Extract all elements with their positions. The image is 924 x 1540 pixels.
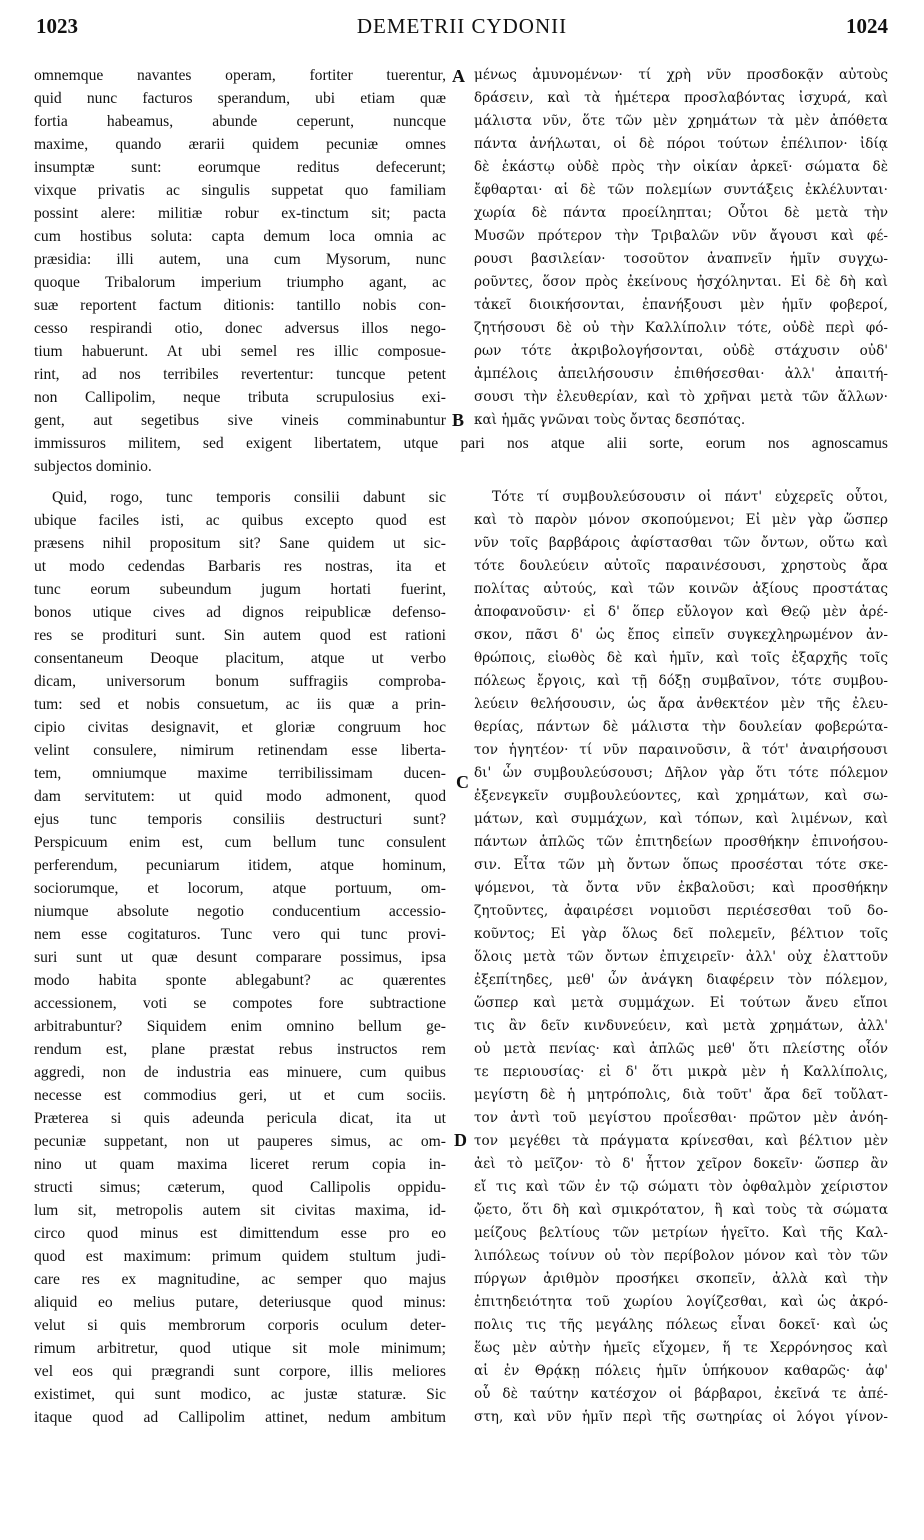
text-line: τον μεγέθει τὰ πράγματα κρίνεσθαι, καὶ βέλτιον μὲν [474,1133,888,1149]
text-line: existimet, qui sunt modico, ac justæ staturæ. Sic [34,1386,446,1403]
text-line: Quid, rogo, tunc temporis consilii dabunt sic [52,489,446,506]
text-line: οὐ μετὰ πενίας· καὶ ἁπλῶς μεθ' ὅτι πλείστης οἷόν [474,1041,888,1057]
text-line: Præterea si quis adeunda pericula dicat, ita ut [34,1110,446,1127]
text-line: modo habita sponte ablegabunt? ac quærentes [34,972,446,989]
text-line: ὅλοις μετὰ τῶν ὄντων ἐπιχειρεῖν· ἀλλ' οὐχ ἐλαττοῦν [474,949,888,965]
text-line: καὶ ἡμᾶς γνῶναι τοὺς ὄντας δεσπότας. [474,412,746,428]
text-line: circo quod minus est dimittendum esse pro eo [34,1225,446,1242]
text-line: ἐξενεγκεῖν συμβουλεύοντες, καὶ χρημάτων, καὶ σω- [474,788,888,804]
text-line: ubique faciles isti, ac quibus excepto quod est [34,512,446,529]
text-line: consentaneum Deoque placitum, atque ut verbo [34,650,446,667]
section-marker-a: A [452,66,465,86]
text-line: μεγίστη δὲ ἡ μητρόπολις, διὰ τοῦτ' ἄρα δεῖ τοὔλατ- [474,1087,888,1103]
text-line: ἀποφανοῦσιν· εἰ δ' ὅπερ εὔλογον καὶ Θεῷ μὲν ἀρέ- [474,604,888,620]
text-line: pecuniæ suppetant, non ut pauperes simus, ac om- [34,1133,446,1150]
text-line: πολίτας αὐτούς, καὶ τῶν κοινῶν ἀξίους προστάτας [474,581,888,597]
text-line: μάλιστα νῦν, ὅτε τῶν μὲν χρημάτων τὰ μὲν ἀπόθετα [474,113,888,129]
text-line: πάντων ἁπλῶς τῶν ἐπιτηδείων προσθήκην ἐπινοήσου- [474,834,888,850]
text-line: τις ἂν δεῖν κινδυνεύειν, καὶ μετὰ χρημάτων, ἀλλ' [474,1018,888,1034]
text-line: ἔφθαρται· αἱ δὲ τῶν πολεμίων συντάξεις ἐκλέλυνται· [474,182,888,198]
section-marker-c: C [456,772,469,792]
latin-column-top [34,64,446,432]
running-title: DEMETRII CYDONII [356,14,568,38]
text-line: λεύειν θελήσουσιν, ὡς ἄρα ἀνθεκτέον μὲν τῆς ἐλευ- [474,696,888,712]
text-line: τον ἀντὶ τοῦ μεγίστου προΐεσθαι· πρῶτον μὲν ἀνόη- [474,1110,888,1126]
text-line: itaque quod ad Callipolim attinet, nedum ambitum [34,1409,446,1426]
text-line: omnemque navantes operam, fortiter tuerentur, [34,67,446,84]
text-line: κοῦντος; Εἰ γὰρ ὅλως δεῖ πολεμεῖν, βέλτιον τοῖς [474,926,888,942]
text-line: ροῦντες, ὅσον πρὸς ἐκείνους ἠσχόληνται. Εἰ δὲ δὴ καὶ [474,274,888,290]
text-line: θερίας, πάντων δὲ μάλιστα τὴν δουλείαν φοβερώτα- [474,719,888,735]
text-line: ρων τότε ἀκριβολογήσονται, οὐδὲ στάχυσιν οὐδ' [474,343,888,359]
text-line: πόλεως ἔργοις, καὶ τῇ δόξῃ συμβαῖνον, τότε συμβου- [474,673,888,689]
text-line: suæ reportent factum ditionis: tantillo nobis con- [34,297,446,314]
full-width-line: immissuros militem, sed exigent libertatem, utque pari nos atque alii sorte, eorum nos agnoscamus [34,435,888,452]
text-line: accessionem, voti se compotes fore subtractione [34,995,446,1012]
text-line: aliquid eo melius putare, deteriusque quod minus: [34,1294,446,1311]
text-line: ζητήσουσι δὲ οὐ τὴν Καλλίπολιν τότε, οὐδὲ περὶ φό- [474,320,888,336]
text-line: præsens nihil propositum sit? Sane quidem ut sic- [34,535,446,552]
text-line: μείζους βελτίους τῶν μετρίων ἡγεῖτο. Καὶ τῆς Καλ- [474,1225,888,1241]
text-line: σιν. Εἶτα τῶν μὴ ὄντων ὅπως προσέσται τότε σκε- [474,857,888,873]
text-line: bonos utique cives ad dignos reipublicæ defenso- [34,604,446,621]
text-line: vixque privatis ac singulis suppetat quo familiam [34,182,446,199]
text-line: dicam, universorum bonum suffragiis comproba- [34,673,446,690]
text-line: ἀμπέλοις ἀπειλήσουσιν ἐπιθήσεσθαι· ἀλλ' ἀπαιτή- [474,366,888,382]
text-line: στη, καὶ νῦν ἡμῖν περὶ τῆς σωτηρίας οἱ λόγοι γίνον- [474,1409,888,1425]
text-line: velut si quis membrorum corporis oculum deter- [34,1317,446,1334]
text-line: ejus tunc temporis consiliis destructuri sunt? [34,811,446,828]
text-line: δὲ ἑκάστῳ οὐδὲ πρὸς τὴν οἰκίαν ἀρκεῖ· σώματα δὲ [474,159,888,175]
text-line: tem, omniumque maxime terribilissimam ducen- [34,765,446,782]
text-line: τότε δουλεύειν αὐτοῖς παραινέσουσι, χρηστοὺς ἄρα [474,558,888,574]
text-line: non Callipolim, neque tributa scrupulosius exi- [34,389,446,406]
text-line: ρουσι βασιλείαν· τοσοῦτον ἀναπνεῖν ἡμῖν συγχω- [474,251,888,267]
text-line: ᾤετο, ὅτι δὴ καὶ σμικρότατον, ἢ καὶ τοὺς τὰ σώματα [474,1202,888,1218]
text-line: perferendum, pecuniarum itidem, atque hominum, [34,857,446,874]
text-line: tunc eorum subeundum jugum hortati fuerint, [34,581,446,598]
text-line: insumptæ sunt: eorumque reditus defecerunt; [34,159,446,176]
text-line: αἱ ἐν Θρᾴκῃ πόλεις ἡμῖν ὑπήκουον καθαρῶς· ἀφ' [474,1363,888,1379]
text-line: sociorumque, et locorum, atque portuum, om- [34,880,446,897]
text-line: ψόμενοι, τὰ ὄντα νῦν ἐκβαλοῦσι; καὶ προσθήκην [474,880,888,896]
text-line: care res ex magnitudine, ac semper quo majus [34,1271,446,1288]
section-marker-d: D [454,1130,467,1150]
text-line: maxime, quando ærarii quidem pecuniæ omnes [34,136,446,153]
text-line: cipio civitas designavit, et gloriæ congruum hoc [34,719,446,736]
text-line: τε περιουσίας· εἰ δ' ὅτι μικρὰ μὲν ἡ Καλλίπολις, [474,1064,888,1080]
text-line: tium habuerunt. At ubi semel res illic composue- [34,343,446,360]
text-line: τον ἡγητέον· τί νῦν παραινοῦσιν, ἃ τότ' ἀναιρήσουσι [474,742,888,758]
text-line: tum: sed et nobis consuetum, ac iis quæ a prin- [34,696,446,713]
text-line: nem esse cogitaturos. Tunc vero qui tunc provi- [34,926,446,943]
text-line: σκον, πᾶσι δ' ὡς ἔπος εἰπεῖν συγκεχληρωμένον ἀν- [474,627,888,643]
text-line: quoque Tribalorum imperium triumpho agant, ac [34,274,446,291]
text-line: præsidia: illi autem, una cum Mysorum, nunc [34,251,446,268]
text-line: gent, aut segetibus sive vineis comminabuntur [34,412,446,429]
text-line: σουσι τὴν ἐλευθερίαν, καὶ τὸ χρῆναι μετὰ τῶν ἄλλων· [474,389,888,405]
text-line: Μυσῶν πρότερον τὴν Τριβαλῶν νῦν ἄγουσι καὶ φέ- [474,228,888,244]
text-line: cum hostibus soluta: capta demum loca omnia ac [34,228,446,245]
page-number-right: 1024 [846,14,888,38]
text-line: δράσειν, καὶ τὰ ἡμέτερα προσλαβόντας ἰσχυρά, καὶ [474,90,888,106]
text-line: quod est maximum: primum quidem stultum judi- [34,1248,446,1265]
text-line: δι' ὧν συμβουλεύσουσι; Δῆλον γὰρ ὅτι τότε πόλεμον [474,765,888,781]
text-line: res se prodituri sunt. Sin autem quod est rationi [34,627,446,644]
text-line: structi simus; cæterum, quod Callipolis oppidu- [34,1179,446,1196]
text-line: νῦν τοῖς βαρβάροις ἀφίστασθαι τῶν ὄντων, οὕτω καὶ [474,535,888,551]
text-line: niumque absolute negotio conducentium accessio- [34,903,446,920]
text-line: ὥσπερ καὶ μετὰ συμμάχων. Εἰ τούτων ἄνευ εἴποι [474,995,888,1011]
text-line: arbitrabuntur? Siquidem enim omnino bellum ge- [34,1018,446,1035]
greek-column-bottom [474,486,888,1429]
text-line: θρώποις, εἰωθὸς δὲ καὶ ἡμῖν, καὶ τοῖς ἐξαρχῆς τοῖς [474,650,888,666]
text-line: lum sit, metropolis autem sit civitas maxima, id- [34,1202,446,1219]
text-line: fortia habeamus, abunde ceperunt, nuncque [34,113,446,130]
text-line: velint consulere, nimirum retinendam esse liberta- [34,742,446,759]
page-number-left: 1023 [36,14,78,38]
text-line: cesso respirandi otio, donec adversus illos nego- [34,320,446,337]
text-line: πάντα ἀνήλωται, οἱ δὲ πόροι τούτων ἐπέλιπον· ἰδίᾳ [474,136,888,152]
text-line: ut modo cedendas Barbaris res nostras, ita et [34,558,446,575]
text-line: quid nunc facturos sperandum, ubi etiam quæ [34,90,446,107]
text-line: Τότε τί συμβουλεύσουσιν οἱ πάντ' εὐχερεῖς οὗτοι, [492,489,888,505]
greek-column-top [474,64,888,432]
text-line: τἀκεῖ διοικήσονται, ἐπανήξουσι μὲν ἡμῖν φοβεροί, [474,297,888,313]
text-line: rint, ad nos terribiles revertentur: tuncque petent [34,366,446,383]
text-line: vel eos qui prægrandi sunt corpore, illis meliores [34,1363,446,1380]
text-line: rendum est, plane præstat rebus instructos rem [34,1041,446,1058]
text-line: ζητοῦντες, ἀφαιρέσει νομιοῦσι περιέσεσθαι τοῦ δο- [474,903,888,919]
text-line: πολις τις τῆς μεγάλης πόλεως εἶναι δοκεῖ· καὶ ὡς [474,1317,888,1333]
text-line: χωρία δὲ πάντα προείληπται; Οὗτοι δὲ μετὰ τὴν [474,205,888,221]
page-header [0,14,924,50]
latin-line-end: subjectos dominio. [34,458,152,475]
text-line: dam servitutem: ut quid modo admonent, quod [34,788,446,805]
text-line: ἀεὶ τὸ μεῖζον· τὸ δ' ἧττον χεῖρον δοκεῖν· ὥσπερ ἂν [474,1156,888,1172]
text-line: ἐπιτηδειότητα τοῦ χωρίου λογίζεσθαι, καὶ ὡς ἀκρό- [474,1294,888,1310]
text-line: λιπόλεως τοίνυν οὐ τὸν περίβολον μόνον καὶ τὸν τῶν [474,1248,888,1264]
text-line: ἐξεπίτηδες, μεθ' ὧν ἀνάγκη διαφέρειν τὸν πόλεμον, [474,972,888,988]
latin-column-bottom [34,486,446,1429]
text-line: necesse est commodius geri, ut et cum sociis. [34,1087,446,1104]
text-line: Perspicuum enim est, cum bellum tunc consulent [34,834,446,851]
text-line: εἴ τις καὶ τῶν ἐν τῷ σώματι τὸν ὀφθαλμὸν χείριστον [474,1179,888,1195]
text-line: possint alere: militiæ robur ex-tinctum sit; pacta [34,205,446,222]
text-line: καὶ τὸ παρὸν μόνον σκοπούμενοι; Εἰ μὲν γὰρ ὥσπερ [474,512,888,528]
text-line: aggredi, non de industria eas minuere, cum quibus [34,1064,446,1081]
text-line: μένως ἀμυνομένων· τί χρὴ νῦν προσδοκᾷν αὐτοὺς [474,67,888,83]
text-line: μάτων, καὶ συμμάχων, καὶ τόπων, καὶ λιμένων, καὶ [474,811,888,827]
text-line: suri sunt ut quæ desunt comparare possimus, ipsa [34,949,446,966]
text-line: nino ut quam maxima liceret rerum copia in- [34,1156,446,1173]
text-line: πύργων ἀριθμὸν προσήκει σκοπεῖν, ἀλλὰ καὶ τὴν [474,1271,888,1287]
text-line: οὗ δὲ ταύτην κατέσχον οἱ βάρβαροι, ἐκεῖνά τε ἀπέ- [474,1386,888,1402]
text-line: ἕως μὲν αὐτὴν ἡμεῖς εἴχομεν, ἥ τε Χερρόνησος καὶ [474,1340,888,1356]
section-marker-b: B [452,410,465,430]
text-line: rimum arbitretur, quod utique sit mole minimum; [34,1340,446,1357]
